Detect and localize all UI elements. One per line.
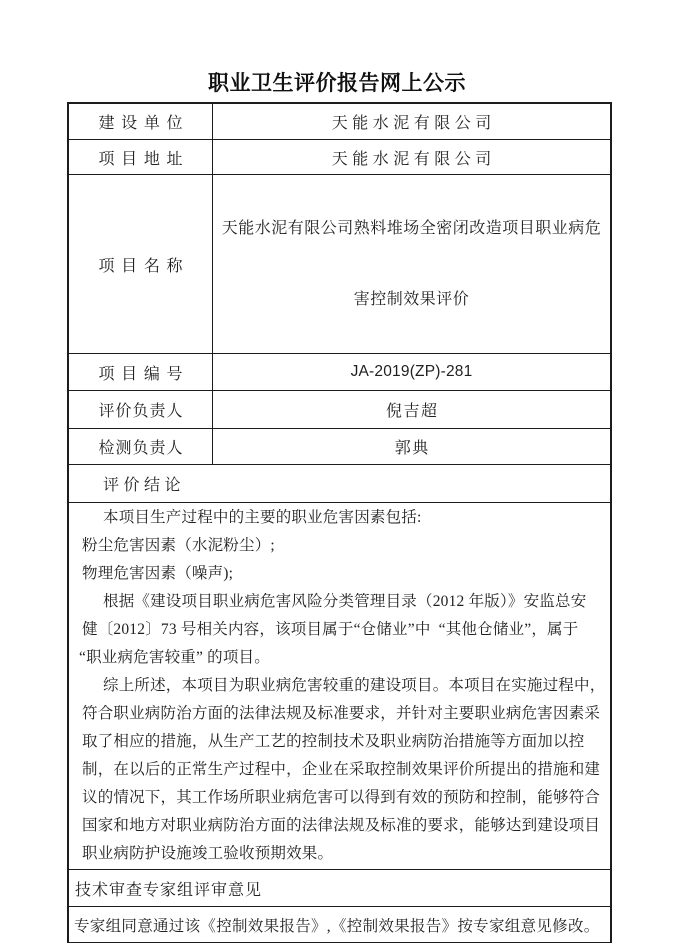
field-label: 项目地址 — [98, 150, 183, 168]
expert-opinion-cell: 专家组同意通过该《控制效果报告》,《控制效果报告》按专家组意见修改。 — [68, 907, 611, 943]
field-value-cell — [213, 175, 611, 354]
field-label-cell — [68, 429, 213, 465]
info-table — [67, 102, 612, 943]
conclusion-line: “职业病危害较重” 的项目。 — [79, 649, 270, 666]
field-label: 评价负责人 — [98, 403, 183, 420]
conclusion-line: 取了相应的措施，从生产工艺的控制技术及职业病防治措施等方面加以控 — [82, 733, 585, 750]
conclusion-line: 根据《建设项目职业病危害风险分类管理目录（2012 年版）》安监总安 — [103, 593, 587, 610]
field-label-cell — [68, 175, 213, 354]
expert-review-header-cell: 技术审查专家组评审意见 — [68, 870, 611, 907]
table-row — [68, 429, 611, 465]
field-label: 项目编号 — [98, 365, 183, 383]
field-label: 检测负责人 — [98, 440, 183, 457]
table-row — [68, 870, 611, 907]
field-label-cell — [68, 354, 213, 391]
field-value-cell: 倪吉超 — [213, 391, 611, 429]
field-label-cell — [68, 103, 213, 140]
field-label: 项目名称 — [98, 257, 183, 275]
conclusion-line: 职业病防护设施竣工验收预期效果。 — [82, 845, 334, 862]
conclusion-header-cell: 评价结论 — [68, 465, 611, 503]
table-row — [68, 503, 611, 870]
field-label-cell — [68, 140, 213, 175]
field-value-cell: 郭典 — [213, 429, 611, 465]
conclusion-line: 制，在以后的正常生产过程中，企业在采取控制效果评价所提出的措施和建 — [82, 761, 601, 778]
conclusion-line: 健〔2012〕73 号相关内容，该项目属于“仓储业”中 “其他仓储业”，属于 — [82, 621, 579, 638]
field-value-cell: JA-2019(ZP)-281 — [213, 354, 611, 391]
field-label-cell — [68, 391, 213, 429]
table-row — [68, 103, 611, 140]
conclusion-line: 本项目生产过程中的主要的职业危害因素包括: — [103, 509, 422, 526]
table-row — [68, 465, 611, 503]
table-row — [68, 354, 611, 391]
table-row — [68, 391, 611, 429]
table-row — [68, 140, 611, 175]
conclusion-line: 综上所述，本项目为职业病危害较重的建设项目。本项目在实施过程中， — [103, 677, 606, 694]
conclusion-line: 符合职业病防治方面的法律法规及标准要求，并针对主要职业病危害因素采 — [82, 705, 601, 722]
conclusion-text-cell — [68, 503, 611, 870]
project-name-line: 天能水泥有限公司熟料堆场全密闭改造项目职业病危 — [221, 220, 602, 237]
conclusion-line: 议的情况下，其工作场所职业病危害可以得到有效的预防和控制，能够符合 — [82, 789, 601, 806]
conclusion-line: 国家和地方对职业病防治方面的法律法规及标准的要求，能够达到建设项目 — [82, 817, 601, 834]
project-name-line: 害控制效果评价 — [353, 291, 470, 308]
table-row — [68, 175, 611, 354]
page-title: 职业卫生评价报告网上公示 — [208, 71, 466, 95]
conclusion-line: 粉尘危害因素（水泥粉尘）; — [82, 537, 275, 554]
field-value-cell: 天能水泥有限公司 — [213, 103, 611, 140]
conclusion-line: 物理危害因素（噪声); — [82, 565, 234, 582]
field-label: 建设单位 — [98, 115, 183, 132]
field-value-cell: 天能水泥有限公司 — [213, 140, 611, 175]
table-row — [68, 907, 611, 943]
